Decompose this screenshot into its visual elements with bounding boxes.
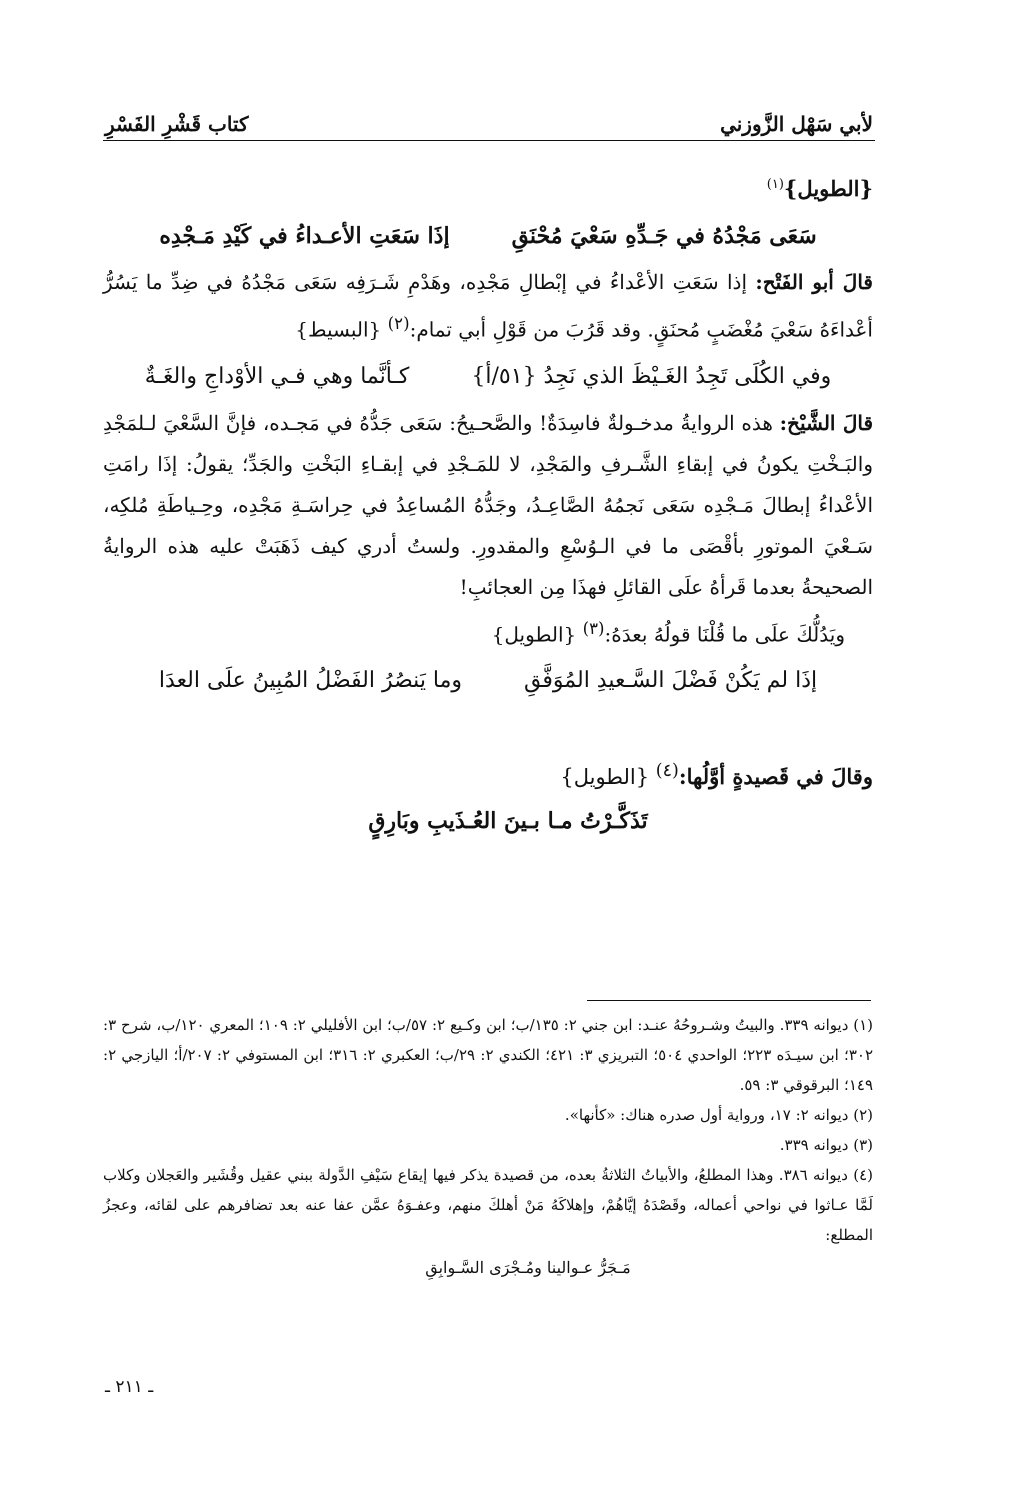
verse-first-hemistich: وما يَنصُرُ الفَضْلُ المُبِينُ علَى العدَا <box>158 668 463 694</box>
meter-label <box>103 160 873 210</box>
page-number: ـ ٢١١ ـ <box>105 1377 154 1397</box>
footnote: (٣) ديوانه ٣٣٩. <box>779 1136 873 1154</box>
footnote-ref: (٤) <box>655 761 679 782</box>
verse <box>103 655 873 707</box>
speaker-label: قالَ أبو الفَتْح: <box>755 270 873 294</box>
speaker-label: قالَ الشَّيْخ: <box>779 410 873 435</box>
footnote-ref: (١) <box>766 177 784 192</box>
meter-name: {الطويل} <box>783 176 873 201</box>
poem-heading-text: وقالَ في قَصيدةٍ أوَّلُها: <box>678 764 873 790</box>
verse-second-hemistich: إذَا لم يَكُنْ فَضْلَ السَّـعيدِ المُوَفَّقِ <box>524 668 818 694</box>
paragraph-text: هذه الروايةُ مدخـولةٌ فاسِدَةٌ! والصَّحـيحُ: سَعَى جَدُّهُ في مَجـده، فإنَّ السَّعْيَ لـلمَجْدِ والبَـخْتِ يكونُ في إبقاءِ الشَّـرفِ والمَجْدِ، لا للمَـجْدِ في إبقـاءِ البَخْتِ والجَدِّ؛ يقولُ: إذَا رامَتِ الأعْداءُ إبطالَ مَـجْدِه سَعَى نَجمُهُ الصَّاعِـدُ، وجَدُّهُ المُساعِدُ في حِراسَـةِ مَجْدِه، وحِـياطَةِ مُلكِه، سَـعْيَ الموتورِ بأقْصَى ما في الـوُسْعِ والمقدورِ. ولستُ أدري كيف ذَهَبَتْ عليه هذه الروايةُ الصحيحةُ بعدما قَرأهُ علَى القائلِ فهذَا مِن العجائبِ! <box>103 410 873 599</box>
footnote: (٢) ديوانه ٢: ١٧، ورواية أول صدره هناك: «كأنها». <box>564 1106 873 1124</box>
verse-second-hemistich: سَعَى مَجْدُهُ في جَـدِّهِ سَعْيَ مُحْنَقِ <box>511 223 817 249</box>
poem-first-line: تَذَكَّـرْتُ مـا بـينَ العُـذَيبِ وبَارِقٍ <box>368 808 648 835</box>
footnote-verse: مَـجَرُّ عـوالينا ومُـجْرَى السَّـوابِقِ <box>425 1258 631 1277</box>
verse-second-hemistich: وفي الكُلَى تَجِدُ الغَـيْظَ الذي نَجِدُ {٥١/أ} <box>471 363 832 389</box>
header-book-title: كتاب قَشْرِ الفَسْرِ <box>105 112 249 136</box>
footnote-rule <box>587 1000 871 1001</box>
poem-heading <box>103 749 873 799</box>
meter-name: {البسيط} <box>295 317 388 342</box>
footnote-ref: (٢) <box>387 314 410 333</box>
commentary-paragraph <box>103 608 873 656</box>
verse <box>103 210 873 262</box>
paragraph-text: إذا سَعَتِ الأعْداءُ في إبْطالِ مَجْدِه، وهَدْمِ شَـرَفِه سَعَى مَجْدُهُ في ضِدِّ ما يَسُرُّ أعْداءَهُ سَعْيَ مُغْضَبٍ مُحنَقٍ. وقد قَرُبَ من قَوْلِ أبي تمام: <box>103 270 873 342</box>
running-header <box>105 96 873 136</box>
meter-name: {الطويل} <box>560 765 656 790</box>
footnote-ref: (٣) <box>582 618 605 638</box>
meter-name: {الطويل} <box>491 622 583 647</box>
footnotes <box>103 1010 873 1286</box>
footnote: (٤) ديوانه ٣٨٦. وهذا المطلعُ، والأبياتُ الثلاثةُ بعده، من قصيدة يذكر فيها إيقاع سَيْفِ الدَّولة ببني عقيل وقُشَير والعَجلان وكلاب لَمَّا عـاثوا في نواحي أعماله، وقَصْدَهُ إيَّاهُمْ، وإهلاكَهُ مَنْ أهلكَ منهم، وعفـوَهُ عمَّن عفا عنه بعد تضافرهم على لقائه، وعجزُ المطلع: <box>103 1166 873 1244</box>
main-text <box>103 160 873 843</box>
header-rule <box>103 140 875 141</box>
paragraph-text: ويَدُلُّكَ علَى ما قُلْنَا قولُهُ بعدَهُ: <box>604 622 845 647</box>
commentary-paragraph <box>103 262 873 351</box>
header-author: لأبي سَهْل الزَّوزني <box>720 112 873 136</box>
verse-first-hemistich: كـأنَّما وهي فـي الأوْداجِ والغَـةٌ <box>144 363 410 389</box>
footnote: (١) ديوانه ٣٣٩. والبيتُ وشـروحُهُ عنـد: ابن جني ٢: ١٣٥/ب؛ ابن وكـيع ٢: ٥٧/ب؛ ابن الأفليلي ٢: ١٠٩؛ المعري ١٢٠/ب، شرح ٣: ٣٠٢؛ ابن سيـدَه ٢٢٣؛ الواحدي ٥٠٤؛ التبريزي ٣: ٤٢١؛ الكندي ٢: ٢٩/ب؛ العكبري ٢: ٣١٦؛ ابن المستوفي ٢: ٢٠٧/أ؛ اليازجي ٢: ١٤٩؛ البرقوقي ٣: ٥٩. <box>103 1016 874 1094</box>
verse <box>103 351 873 403</box>
commentary-paragraph <box>103 403 873 608</box>
verse-first-hemistich: إذَا سَعَتِ الأعـداءُ في كَيْدِ مَـجْدِه <box>159 223 450 249</box>
section-spacer <box>103 707 873 749</box>
